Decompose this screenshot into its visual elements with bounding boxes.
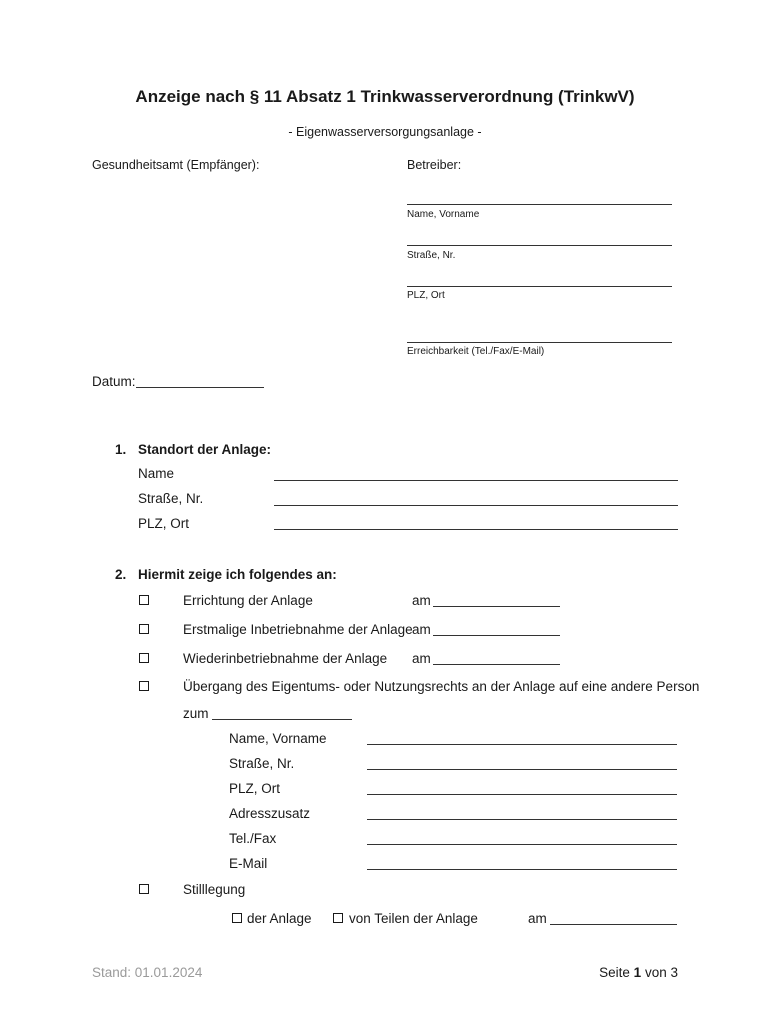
transfer-name-line[interactable] [367,744,677,745]
option-stilllegung-label: Stilllegung [183,882,246,897]
section1-name-line[interactable] [274,480,678,481]
operator-city-line[interactable] [407,286,672,287]
option-uebergang-date-line[interactable] [212,719,352,720]
section1-street-label: Straße, Nr. [138,491,204,506]
transfer-name-label: Name, Vorname [229,731,327,746]
transfer-phone-line[interactable] [367,844,677,845]
transfer-address-extra-line[interactable] [367,819,677,820]
section2-heading: Hiermit zeige ich folgendes an: [138,567,337,582]
date-label: Datum: [92,374,136,389]
option-errichtung-date-line[interactable] [433,606,560,607]
operator-name-caption: Name, Vorname [407,209,480,220]
option-wiederinbetriebnahme-date-line[interactable] [433,664,560,665]
stilllegung-anlage-label: der Anlage [247,911,312,926]
section1-street-line[interactable] [274,505,678,506]
checkbox-uebergang[interactable] [139,681,149,691]
page-title: Anzeige nach § 11 Absatz 1 Trinkwasserverordnung (TrinkwV) [135,87,635,106]
transfer-email-label: E-Mail [229,856,268,871]
checkbox-stilllegung[interactable] [139,884,149,894]
operator-name-line[interactable] [407,204,672,205]
checkbox-stilllegung-teile[interactable] [333,913,343,923]
section1-city-label: PLZ, Ort [138,516,190,531]
footer-page-current: 1 [633,965,642,980]
section1-name-label: Name [138,466,175,481]
stilllegung-teile-label: von Teilen der Anlage [349,911,478,926]
section2-number: 2. [115,567,127,582]
section1-heading: Standort der Anlage: [138,442,272,457]
option-uebergang-zum: zum [183,706,209,721]
footer-page-mid: von [644,965,667,980]
option-inbetriebnahme-date-line[interactable] [433,635,560,636]
footer-stand: Stand: 01.01.2024 [92,965,203,980]
footer-page-prefix: Seite [599,965,630,980]
option-inbetriebnahme-am: am [412,622,431,637]
date-line[interactable] [136,387,264,388]
checkbox-errichtung[interactable] [139,595,149,605]
operator-street-caption: Straße, Nr. [407,250,456,261]
option-errichtung-label: Errichtung der Anlage [183,593,313,608]
footer-page-indicator [599,965,678,980]
section1-number: 1. [115,442,127,457]
option-wiederinbetriebnahme-label: Wiederinbetriebnahme der Anlage [183,651,388,666]
option-errichtung-am: am [412,593,431,608]
checkbox-inbetriebnahme[interactable] [139,624,149,634]
stilllegung-am: am [528,911,547,926]
recipient-label: Gesundheitsamt (Empfänger): [92,158,260,172]
footer-page-total: 3 [670,965,678,980]
option-uebergang-label: Übergang des Eigentums- oder Nutzungsrechts an der Anlage auf eine andere Person [183,679,700,694]
option-inbetriebnahme-label: Erstmalige Inbetriebnahme der Anlage [183,622,413,637]
operator-contact-line[interactable] [407,342,672,343]
transfer-street-line[interactable] [367,769,677,770]
operator-contact-caption: Erreichbarkeit (Tel./Fax/E-Mail) [407,346,545,357]
transfer-street-label: Straße, Nr. [229,756,295,771]
section1-city-line[interactable] [274,529,678,530]
stilllegung-date-line[interactable] [550,924,677,925]
checkbox-stilllegung-anlage[interactable] [232,913,242,923]
checkbox-wiederinbetriebnahme[interactable] [139,653,149,663]
transfer-address-extra-label: Adresszusatz [229,806,311,821]
transfer-email-line[interactable] [367,869,677,870]
operator-city-caption: PLZ, Ort [407,290,445,301]
transfer-city-line[interactable] [367,794,677,795]
page-subtitle: - Eigenwasserversorgungsanlage - [288,125,482,139]
transfer-city-label: PLZ, Ort [229,781,281,796]
operator-label: Betreiber: [407,158,462,172]
operator-street-line[interactable] [407,245,672,246]
transfer-phone-label: Tel./Fax [229,831,277,846]
option-wiederinbetriebnahme-am: am [412,651,431,666]
